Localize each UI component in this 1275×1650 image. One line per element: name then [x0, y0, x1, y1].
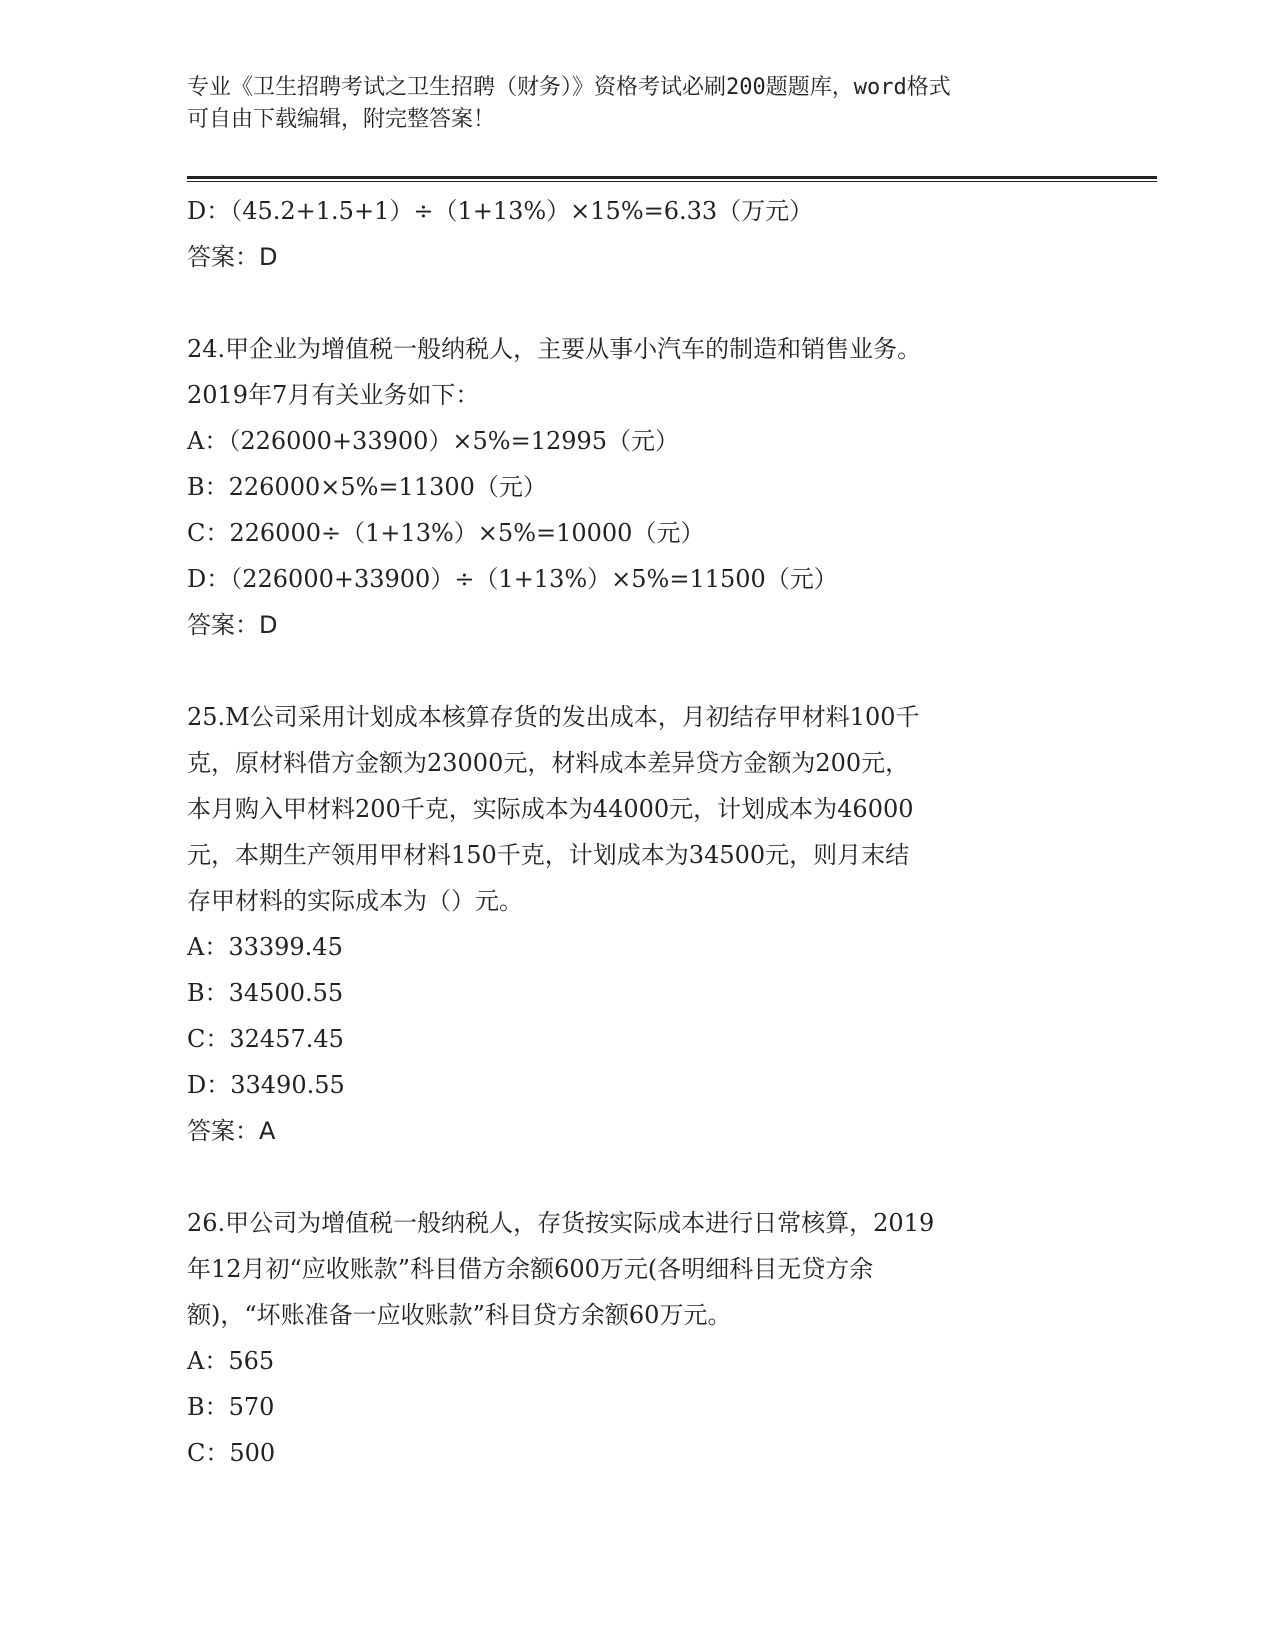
option-b: B：226000×5%=11300（元） [187, 473, 547, 501]
question-text: 本月购入甲材料200千克，实际成本为44000元，计划成本为46000 [187, 795, 914, 823]
option-c: C：500 [187, 1439, 276, 1467]
page-header [187, 72, 1067, 136]
answer: 答案：D [187, 611, 278, 639]
question-text: 元，本期生产领用甲材料150千克，计划成本为34500元，则月末结 [187, 841, 910, 869]
option-d: D：33490.55 [187, 1071, 345, 1099]
question-text: 额)，“坏账准备一应收账款”科目贷方余额60万元。 [187, 1301, 732, 1329]
option-d: D：（45.2+1.5+1）÷（1+13%）×15%=6.33（万元） [187, 197, 814, 225]
question-text: 2019年7月有关业务如下： [187, 381, 480, 409]
question-text: 24.甲企业为增值税一般纳税人，主要从事小汽车的制造和销售业务。 [187, 335, 922, 363]
header-line-2: 可自由下载编辑，附完整答案！ [187, 107, 496, 132]
header-rule-thin [187, 181, 1157, 182]
option-a: A：（226000+33900）×5%=12995（元） [187, 427, 680, 455]
question-26 [187, 1200, 1087, 1476]
header-line-1: 专业《卫生招聘考试之卫生招聘（财务）》资格考试必刷200题题库，word格式 [187, 75, 951, 100]
question-text: 25.M公司采用计划成本核算存货的发出成本，月初结存甲材料100千 [187, 703, 920, 731]
question-24 [187, 326, 1087, 648]
option-d: D：（226000+33900）÷（1+13%）×5%=11500（元） [187, 565, 838, 593]
option-b: B：570 [187, 1393, 275, 1421]
question-text: 年12月初“应收账款”科目借方余额600万元(各明细科目无贷方余 [187, 1255, 874, 1283]
option-a: A：565 [187, 1347, 275, 1375]
question-23 [187, 188, 1087, 280]
question-text: 26.甲公司为增值税一般纳税人，存货按实际成本进行日常核算，2019 [187, 1209, 935, 1237]
header-rule [187, 176, 1157, 179]
answer: 答案：D [187, 243, 278, 271]
question-25 [187, 694, 1087, 1154]
option-c: C：32457.45 [187, 1025, 344, 1053]
spacer [187, 648, 1087, 694]
question-text: 存甲材料的实际成本为（）元。 [187, 887, 523, 915]
spacer [187, 280, 1087, 326]
option-b: B：34500.55 [187, 979, 344, 1007]
spacer [187, 1154, 1087, 1200]
answer: 答案：A [187, 1117, 276, 1145]
option-c: C：226000÷（1+13%）×5%=10000（元） [187, 519, 705, 547]
option-a: A：33399.45 [187, 933, 343, 961]
question-text: 克，原材料借方金额为23000元，材料成本差异贷方金额为200元， [187, 749, 910, 777]
document-body [187, 188, 1087, 1476]
